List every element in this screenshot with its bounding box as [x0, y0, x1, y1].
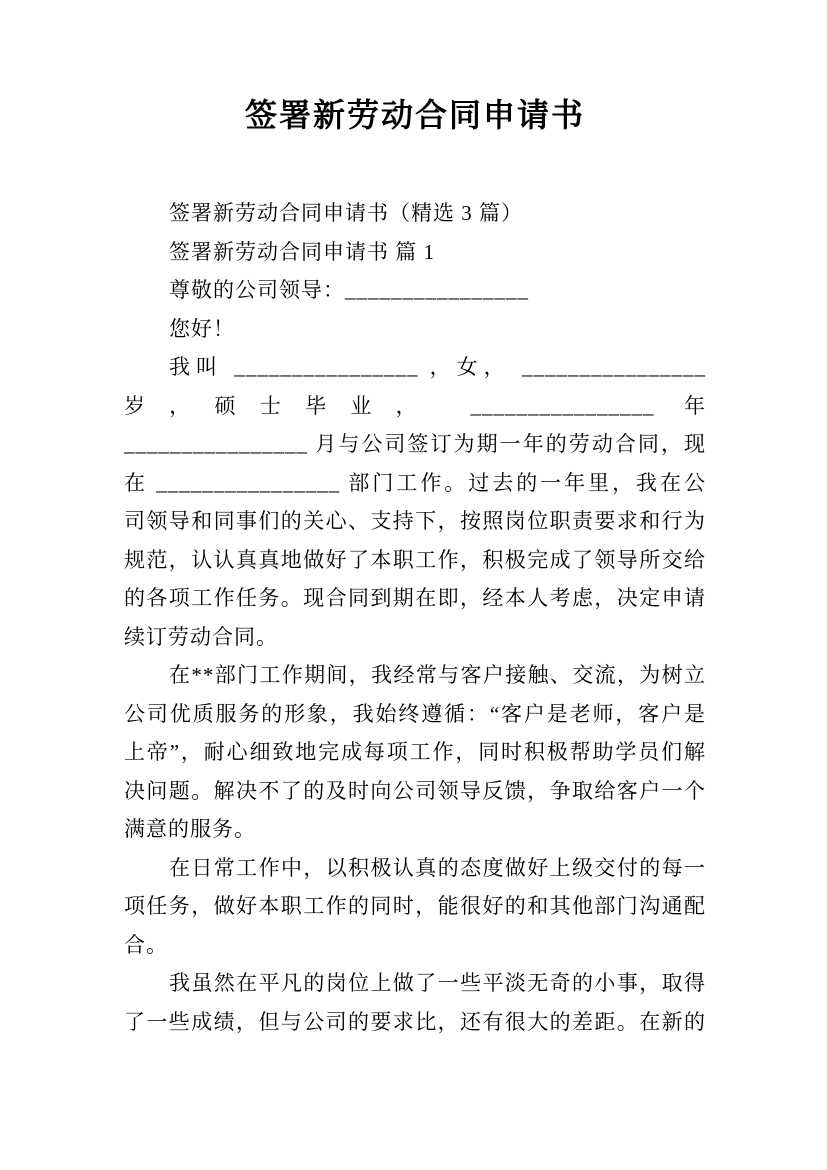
paragraph-line: 续订劳动合同。 — [124, 624, 278, 649]
document-title: 签署新劳动合同申请书 — [244, 97, 585, 133]
paragraph-line: 在**部门工作期间，我经常与客户接触、交流，为树立 — [169, 663, 706, 687]
document-body — [124, 194, 706, 1041]
paragraph-line: 了一些成绩，但与公司的要求比，还有很大的差距。在新的 — [124, 1009, 706, 1034]
paragraph-line: 我叫 ________________ ，女， ________________ — [169, 355, 706, 379]
paragraph-line: 满意的服务。 — [124, 817, 256, 841]
paragraph-line: 合。 — [124, 932, 168, 957]
paragraph-line: 签署新劳动合同申请书（精选 3 篇） — [169, 201, 523, 225]
paragraph-line: 您好！ — [169, 316, 235, 341]
paragraph-line: 决问题。解决不了的及时向公司领导反馈，争取给客户一个 — [124, 778, 706, 803]
paragraph-line: 我虽然在平凡的岗位上做了一些平淡无奇的小事，取得 — [169, 971, 706, 995]
paragraph-line: 在日常工作中，以积极认真的态度做好上级交付的每一 — [169, 855, 706, 880]
paragraph-line: 尊敬的公司领导：________________ — [169, 278, 529, 302]
paragraph-line: 规范，认认真真地做好了本职工作，积极完成了领导所交给 — [124, 547, 706, 572]
paragraph-line: 项任务，做好本职工作的同时，能很好的和其他部门沟通配 — [124, 894, 706, 918]
paragraph-line: 上帝”，耐心细致地完成每项工作，同时积极帮助学员们解 — [124, 740, 706, 764]
paragraph-line: 的各项工作任务。现合同到期在即，经本人考虑，决定申请 — [124, 586, 706, 610]
paragraph-line: 公司优质服务的形象，我始终遵循：“客户是老师，客户是 — [124, 701, 706, 726]
paragraph-line: 在 ________________ 部门工作。过去的一年里，我在公 — [124, 470, 706, 495]
paragraph-line: 岁，硕士毕业， ________________ 年 — [124, 393, 706, 418]
paragraph-line: 司领导和同事们的关心、支持下，按照岗位职责要求和行为 — [124, 509, 706, 533]
paragraph-line: ________________ 月与公司签订为期一年的劳动合同，现 — [124, 432, 706, 456]
paragraph-line: 签署新劳动合同申请书 篇 1 — [169, 239, 435, 264]
